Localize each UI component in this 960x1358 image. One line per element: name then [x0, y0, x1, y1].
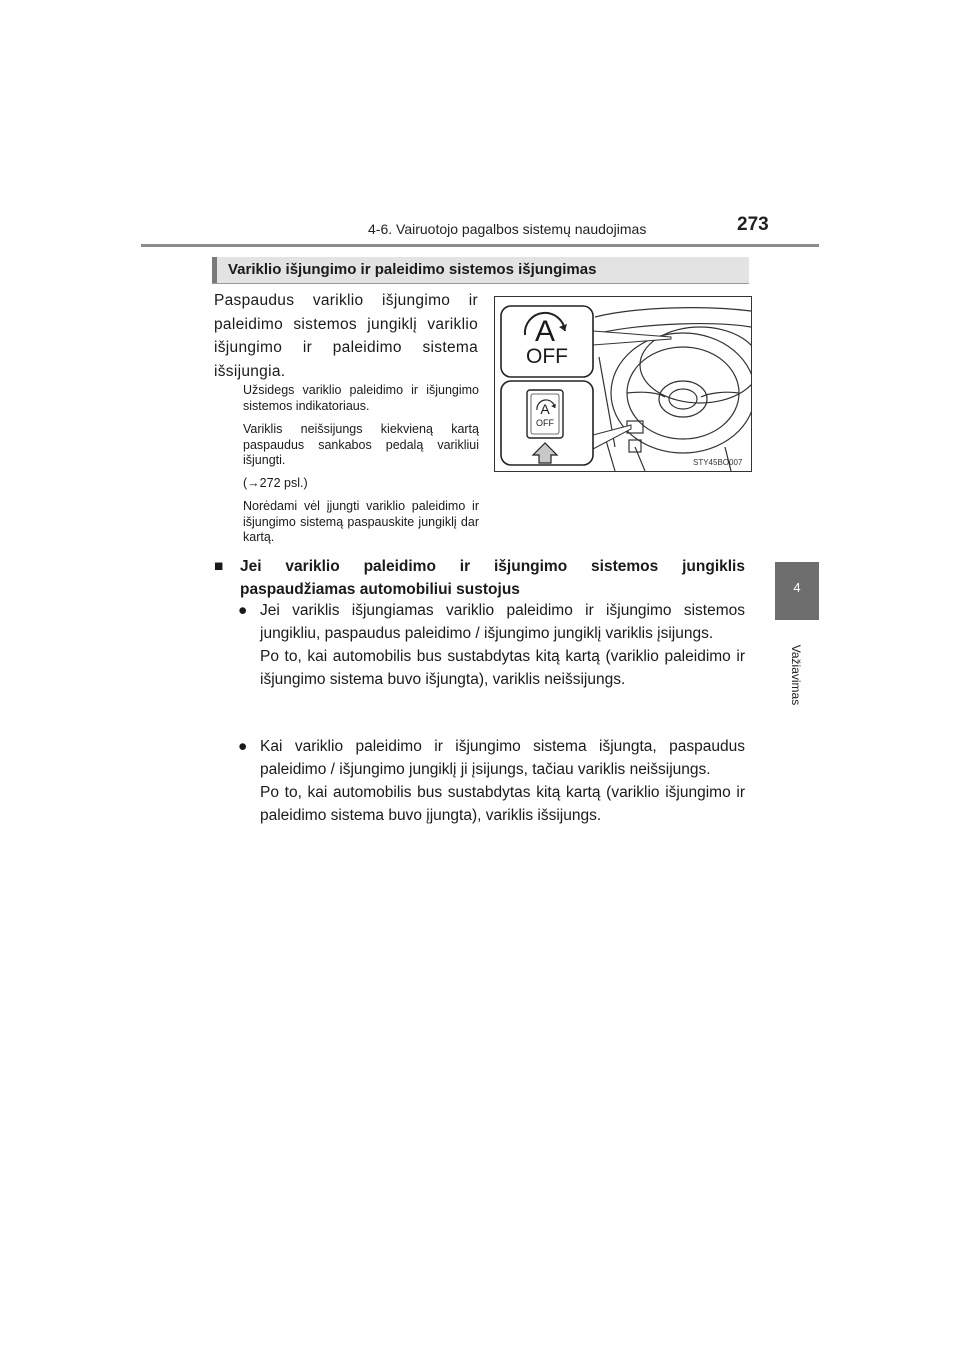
bullet-paragraph: Jei variklis išjungiamas variklio paleidimo ir išjungimo sistemos jungikliu, paspaudus paleidimo / išjungimo jungiklį variklis įsijungs. [260, 602, 745, 642]
subsection-title: Jei variklio paleidimo ir išjungimo sistemos jungiklis paspaudžiamas automobiliui sustojus [240, 558, 745, 598]
intro-paragraph: Paspaudus variklio išjungimo ir paleidimo sistemos jungiklį variklio išjungimo ir paleidimo sistema išsijungia. [214, 292, 478, 380]
bullet-paragraph: Po to, kai automobilis bus sustabdytas kitą kartą (variklio išjungimo ir paleidimo sistema buvo įjungta), variklis išsijungs. [260, 784, 745, 824]
bullet-item [238, 599, 745, 691]
chapter-tab-number: 4 [793, 580, 801, 595]
header-divider [141, 244, 819, 247]
note-clutch: Variklis neišsijungs kiekvieną kartą paspaudus sankabos pedalą varikliui išjungti. [243, 422, 479, 467]
section-heading-accent [212, 257, 217, 283]
indicator-letter-large: A [534, 315, 555, 348]
page-number: 273 [737, 214, 769, 235]
figure-code: STY45BO007 [693, 458, 743, 467]
indicator-letter-small: A [540, 401, 550, 417]
chapter-tab [775, 562, 819, 620]
chapter-title: 4-6. Vairuotojo pagalbos sistemų naudojimas [368, 221, 647, 237]
note-indicator: Užsidegs variklio paleidimo ir išjungimo sistemos indikatoriaus. [243, 383, 479, 413]
section-heading-bar [212, 257, 749, 283]
subsection-heading [214, 555, 745, 601]
bullet-marker: ● [238, 738, 248, 755]
note-reenable: Norėdami vėl įjungti variklio paleidimo ir išjungimo sistemą paspauskite jungiklį dar kartą. [243, 499, 479, 544]
chapter-tab-label: Važiavimas [789, 644, 803, 706]
section-divider [212, 283, 749, 284]
section-title: Variklio išjungimo ir paleidimo sistemos išjungimas [228, 261, 597, 278]
subsection-marker: ■ [214, 558, 224, 575]
indicator-off-small: OFF [536, 418, 554, 428]
chapter-tab-label-wrap [781, 632, 809, 722]
indicator-off-large: OFF [526, 345, 568, 368]
bullet-paragraph: Kai variklio paleidimo ir išjungimo sistema išjungta, paspaudus paleidimo / išjungimo jungiklį ji įsijungs, tačiau variklis neišsijungs. [260, 738, 745, 778]
note-page-reference: (→272 psl.) [243, 476, 308, 490]
bullet-marker: ● [238, 602, 248, 619]
bullet-item [238, 735, 745, 827]
dashboard-illustration [494, 296, 752, 472]
bullet-paragraph: Po to, kai automobilis bus sustabdytas kitą kartą (variklio paleidimo ir išjungimo sistema buvo išjungta), variklis neišsijungs. [260, 648, 745, 688]
